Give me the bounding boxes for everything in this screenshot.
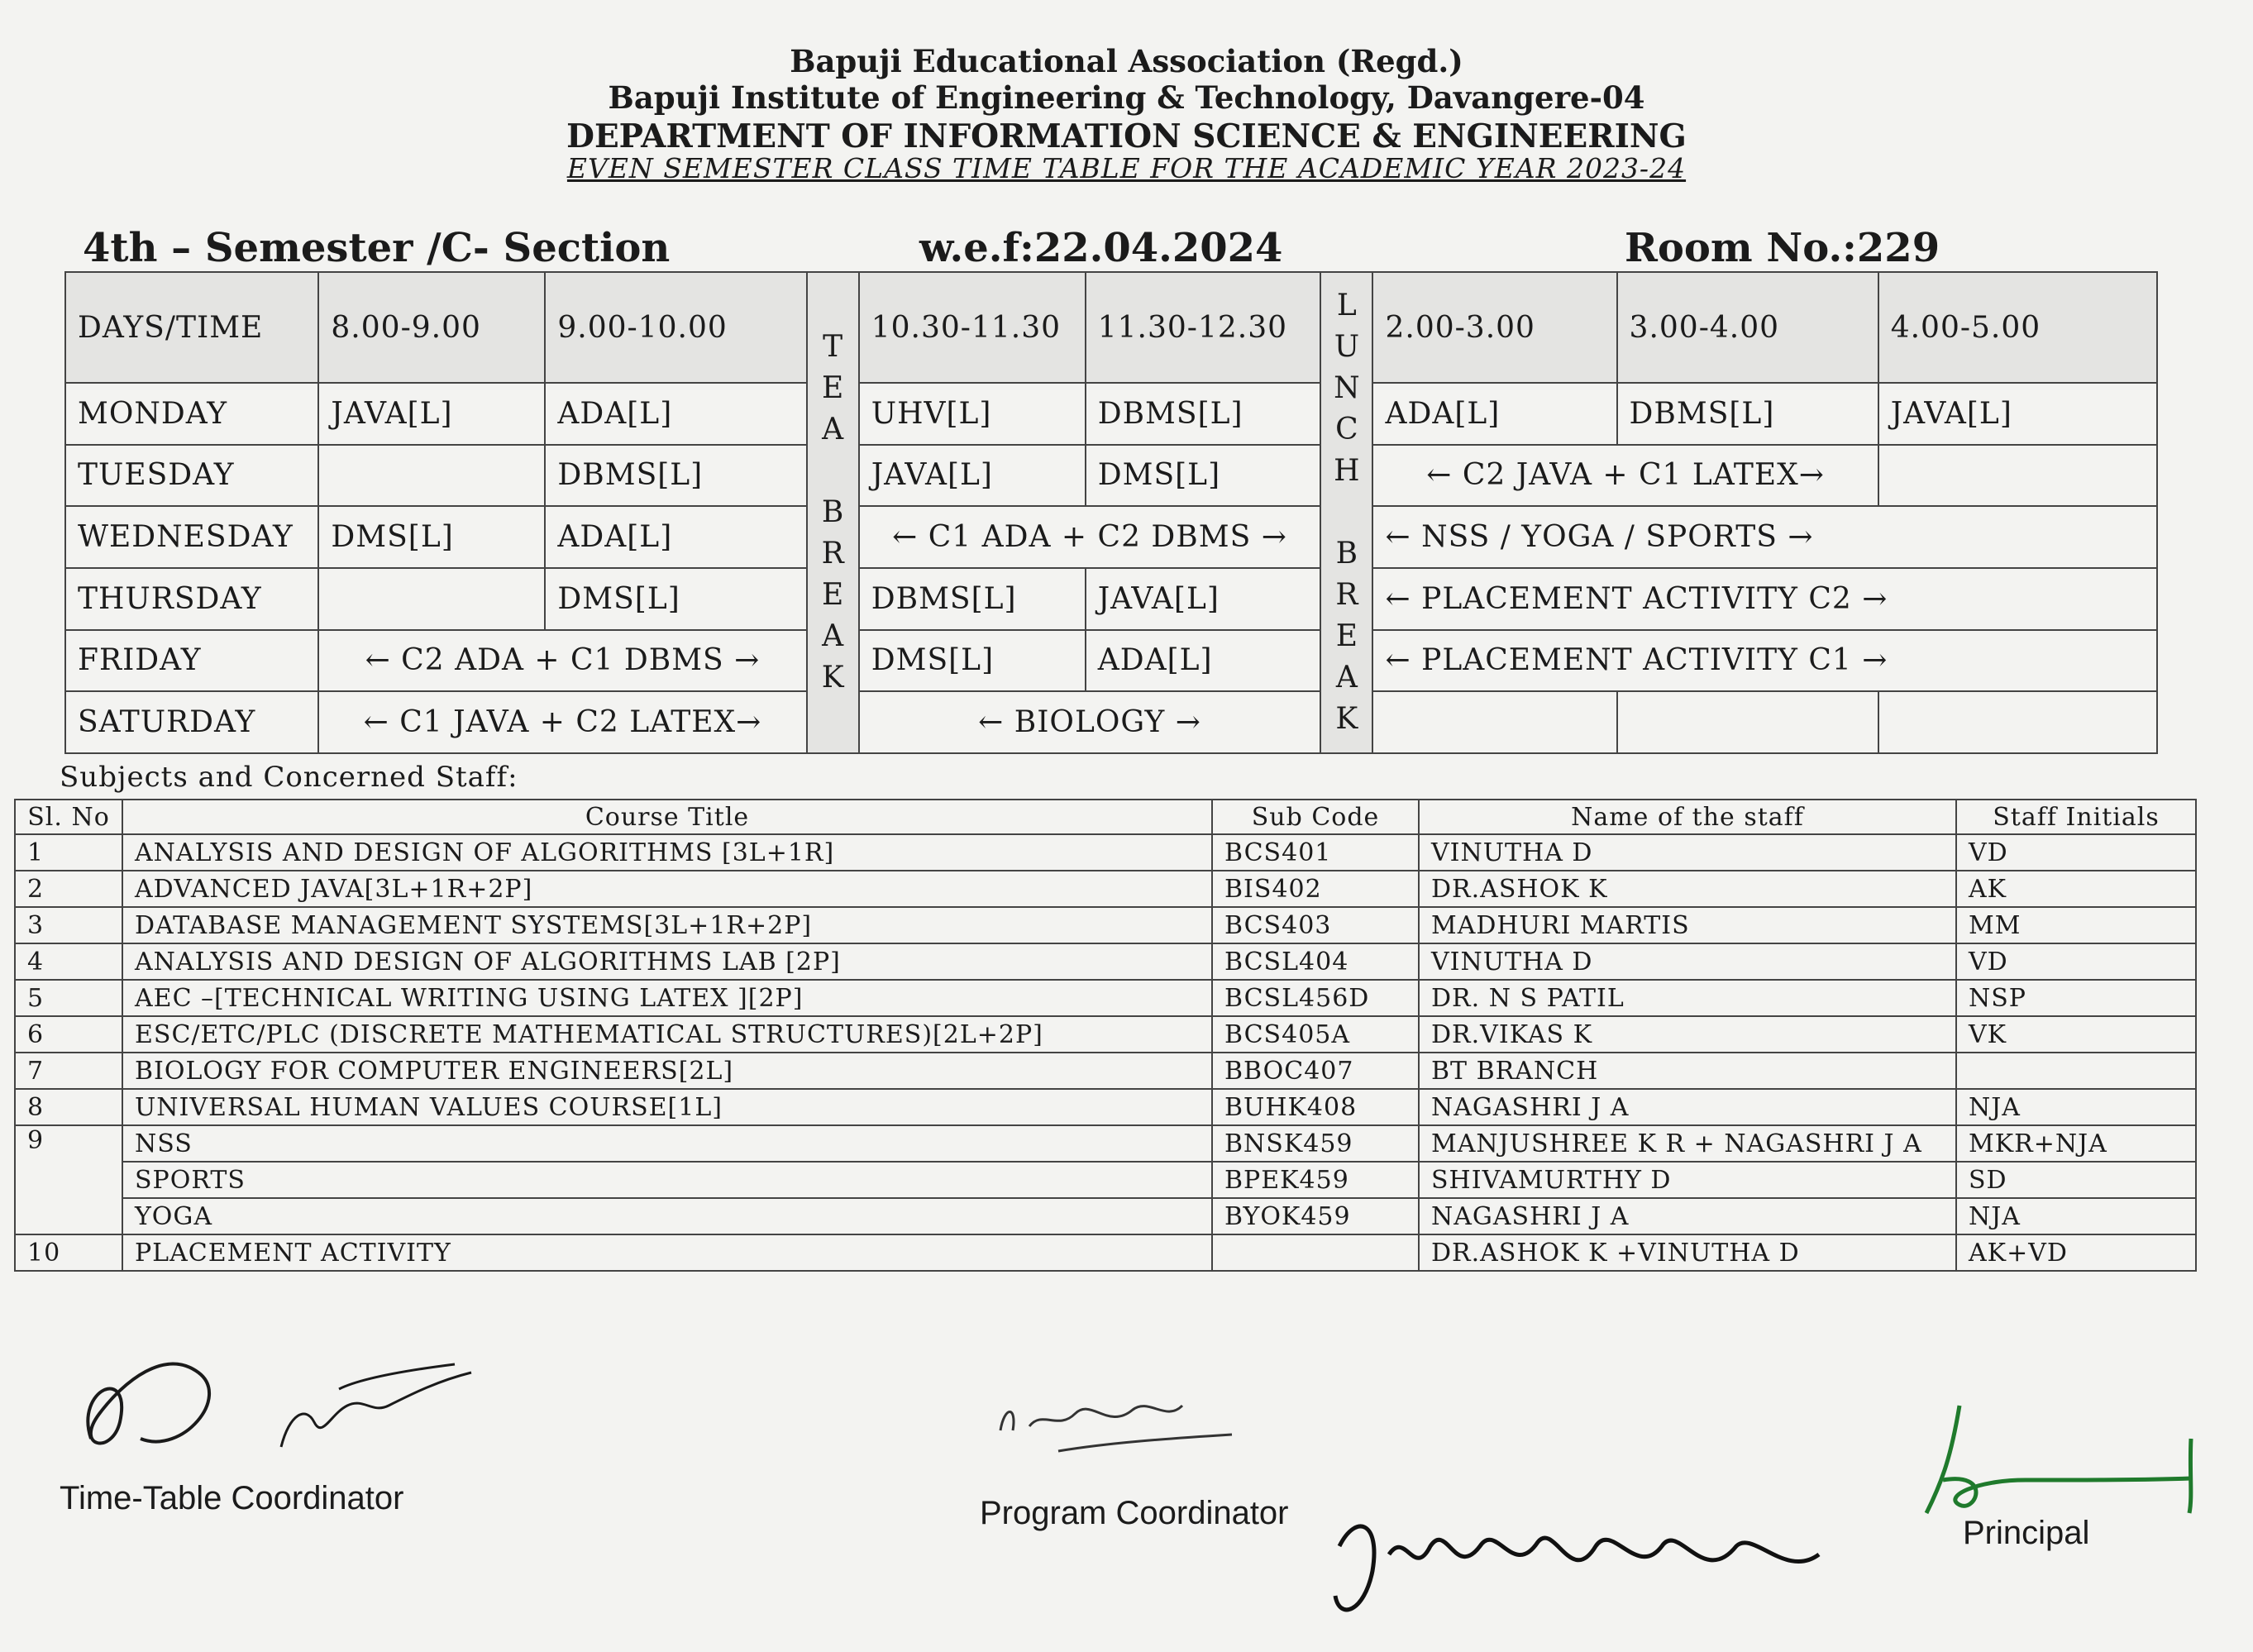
table-row [15, 1234, 2196, 1271]
timetable-row-monday [65, 383, 2157, 445]
serial-number: 3 [15, 907, 122, 943]
slot-cell: DBMS[L] [859, 568, 1086, 630]
header-cell: 10.30-11.30 [859, 272, 1086, 383]
course-title: UNIVERSAL HUMAN VALUES COURSE[1L] [122, 1089, 1212, 1125]
slot-cell: JAVA[L] [1086, 568, 1321, 630]
timetable-row-friday [65, 630, 2157, 692]
slot-cell: DBMS[L] [545, 445, 806, 507]
header-cell: 4.00-5.00 [1878, 272, 2157, 383]
course-title: AEC –[TECHNICAL WRITING USING LATEX ][2P] [122, 980, 1212, 1016]
serial-number: 5 [15, 980, 122, 1016]
slot-cell: ADA[L] [1086, 630, 1321, 692]
subject-code: BBOC407 [1212, 1053, 1419, 1089]
staff-initials: SD [1956, 1162, 2196, 1198]
staff-name: DR.ASHOK K +VINUTHA D [1419, 1234, 1956, 1271]
slot-cell: ADA[L] [545, 506, 806, 568]
slot-cell-activity: ← PLACEMENT ACTIVITY C1 → [1372, 630, 2157, 692]
slot-cell: ADA[L] [1372, 383, 1616, 445]
serial-number: 7 [15, 1053, 122, 1089]
slot-cell [1878, 445, 2157, 507]
subject-code: BCS403 [1212, 907, 1419, 943]
principal-label: Principal [1963, 1515, 2090, 1551]
staff-name: DR. N S PATIL [1419, 980, 1956, 1016]
table-row [15, 871, 2196, 907]
staff-name: NAGASHRI J A [1419, 1089, 1956, 1125]
staff-name: DR.VIKAS K [1419, 1016, 1956, 1053]
timetable-row-saturday [65, 691, 2157, 753]
day-label: FRIDAY [65, 630, 318, 692]
class-timetable [64, 271, 2158, 754]
slot-cell: JAVA[L] [859, 445, 1086, 507]
subjects-heading: Subjects and Concerned Staff: [60, 761, 518, 794]
subject-code: BCSL404 [1212, 943, 1419, 980]
header-cell: 11.30-12.30 [1086, 272, 1321, 383]
day-label: TUESDAY [65, 445, 318, 507]
subject-code: BCS405A [1212, 1016, 1419, 1053]
slot-cell [1617, 691, 1878, 753]
header-cell: Sub Code [1212, 800, 1419, 834]
course-title: ANALYSIS AND DESIGN OF ALGORITHMS [3L+1R] [122, 834, 1212, 871]
timetable-header-row [65, 272, 2157, 383]
staff-name: VINUTHA D [1419, 834, 1956, 871]
slot-cell [1878, 691, 2157, 753]
subject-code: BCSL456D [1212, 980, 1419, 1016]
timetable-coordinator-signature [41, 1315, 504, 1480]
day-label: THURSDAY [65, 568, 318, 630]
course-title: DATABASE MANAGEMENT SYSTEMS[3L+1R+2P] [122, 907, 1212, 943]
table-row [15, 907, 2196, 943]
course-title: ESC/ETC/PLC (DISCRETE MATHEMATICAL STRUCTURES)[2L+2P] [122, 1016, 1212, 1053]
header-cell: Course Title [122, 800, 1212, 834]
header-cell: 8.00-9.00 [318, 272, 545, 383]
table-row [15, 1162, 2196, 1198]
course-title: SPORTS [122, 1162, 1212, 1198]
slot-cell: JAVA[L] [1878, 383, 2157, 445]
staff-initials: NJA [1956, 1198, 2196, 1234]
table-row [15, 1016, 2196, 1053]
day-label: MONDAY [65, 383, 318, 445]
slot-cell: DMS[L] [1086, 445, 1321, 507]
serial-number: 4 [15, 943, 122, 980]
slot-cell [318, 445, 545, 507]
subject-code: BNSK459 [1212, 1125, 1419, 1162]
program-coordinator-signature [984, 1373, 1248, 1463]
header-cell: 9.00-10.00 [545, 272, 806, 383]
tea-break-column: T E A B R E A K [807, 272, 859, 753]
timetable-row-thursday [65, 568, 2157, 630]
subject-code: BUHK408 [1212, 1089, 1419, 1125]
slot-cell-lab: ← C1 JAVA + C2 LATEX→ [318, 691, 806, 753]
table-row [15, 943, 2196, 980]
course-title: ANALYSIS AND DESIGN OF ALGORITHMS LAB [2P] [122, 943, 1212, 980]
serial-number: 2 [15, 871, 122, 907]
staff-initials: AK [1956, 871, 2196, 907]
staff-initials: VD [1956, 834, 2196, 871]
serial-number: 9 [15, 1125, 122, 1234]
staff-initials: MM [1956, 907, 2196, 943]
staff-initials [1956, 1053, 2196, 1089]
table-row [15, 1125, 2196, 1162]
serial-number: 1 [15, 834, 122, 871]
day-label: SATURDAY [65, 691, 318, 753]
course-title: YOGA [122, 1198, 1212, 1234]
staff-name: SHIVAMURTHY D [1419, 1162, 1956, 1198]
staff-name: NAGASHRI J A [1419, 1198, 1956, 1234]
department-name: DEPARTMENT OF INFORMATION SCIENCE & ENGINEERING [566, 117, 1687, 155]
slot-cell: JAVA[L] [318, 383, 545, 445]
slot-cell: DBMS[L] [1086, 383, 1321, 445]
subjects-staff-table [14, 799, 2197, 1272]
staff-initials: AK+VD [1956, 1234, 2196, 1271]
header-cell: Sl. No [15, 800, 122, 834]
staff-initials: VK [1956, 1016, 2196, 1053]
header-cell: Staff Initials [1956, 800, 2196, 834]
table-row [15, 1198, 2196, 1234]
slot-cell-biology: ← BIOLOGY → [859, 691, 1321, 753]
serial-number: 10 [15, 1234, 122, 1271]
hod-signature [1323, 1497, 1852, 1629]
course-title: ADVANCED JAVA[3L+1R+2P] [122, 871, 1212, 907]
slot-cell-lab: ← C2 JAVA + C1 LATEX→ [1372, 445, 1878, 507]
timetable-title: EVEN SEMESTER CLASS TIME TABLE FOR THE ACADEMIC YEAR 2023-24 [566, 152, 1687, 184]
table-row [15, 1053, 2196, 1089]
institute-name: Bapuji Institute of Engineering & Technology, Davangere-04 [608, 79, 1645, 116]
staff-initials: MKR+NJA [1956, 1125, 2196, 1162]
header-cell: 3.00-4.00 [1617, 272, 1878, 383]
slot-cell: DMS[L] [545, 568, 806, 630]
slot-cell: ADA[L] [545, 383, 806, 445]
effective-date: w.e.f:22.04.2024 [919, 225, 1283, 271]
subject-code: BPEK459 [1212, 1162, 1419, 1198]
slot-cell: DBMS[L] [1617, 383, 1878, 445]
serial-number: 6 [15, 1016, 122, 1053]
course-title: BIOLOGY FOR COMPUTER ENGINEERS[2L] [122, 1053, 1212, 1089]
staff-name: DR.ASHOK K [1419, 871, 1956, 907]
table-row [15, 834, 2196, 871]
table-row [15, 1089, 2196, 1125]
slot-cell: DMS[L] [859, 630, 1086, 692]
table-row [15, 980, 2196, 1016]
slot-cell [1372, 691, 1616, 753]
day-label: WEDNESDAY [65, 506, 318, 568]
timetable-row-tuesday [65, 445, 2157, 507]
staff-initials: NJA [1956, 1089, 2196, 1125]
slot-cell: DMS[L] [318, 506, 545, 568]
slot-cell-activity: ← NSS / YOGA / SPORTS → [1372, 506, 2157, 568]
slot-cell-lab: ← C1 ADA + C2 DBMS → [859, 506, 1321, 568]
timetable-row-wednesday [65, 506, 2157, 568]
staff-initials: NSP [1956, 980, 2196, 1016]
staff-name: VINUTHA D [1419, 943, 1956, 980]
header-cell: DAYS/TIME [65, 272, 318, 383]
staff-name: MANJUSHREE K R + NAGASHRI J A [1419, 1125, 1956, 1162]
staff-name: MADHURI MARTIS [1419, 907, 1956, 943]
slot-cell-lab: ← C2 ADA + C1 DBMS → [318, 630, 806, 692]
staff-initials: VD [1956, 943, 2196, 980]
subject-code [1212, 1234, 1419, 1271]
program-coordinator-label: Program Coordinator [980, 1495, 1289, 1531]
lunch-break-column: L U N C H B R E A K [1320, 272, 1372, 753]
staff-table-header [15, 800, 2196, 834]
semester-section: 4th – Semester /C- Section [83, 225, 671, 271]
course-title: PLACEMENT ACTIVITY [122, 1234, 1212, 1271]
staff-name: BT BRANCH [1419, 1053, 1956, 1089]
header-cell: 2.00-3.00 [1372, 272, 1616, 383]
association-name: Bapuji Educational Association (Regd.) [790, 43, 1463, 79]
header-cell: Name of the staff [1419, 800, 1956, 834]
serial-number: 8 [15, 1089, 122, 1125]
slot-cell [318, 568, 545, 630]
timetable-coordinator-label: Time-Table Coordinator [60, 1480, 404, 1516]
subject-code: BIS402 [1212, 871, 1419, 907]
subject-code: BCS401 [1212, 834, 1419, 871]
slot-cell: UHV[L] [859, 383, 1086, 445]
slot-cell-activity: ← PLACEMENT ACTIVITY C2 → [1372, 568, 2157, 630]
subject-code: BYOK459 [1212, 1198, 1419, 1234]
room-number: Room No.:229 [1625, 225, 1940, 271]
course-title: NSS [122, 1125, 1212, 1162]
